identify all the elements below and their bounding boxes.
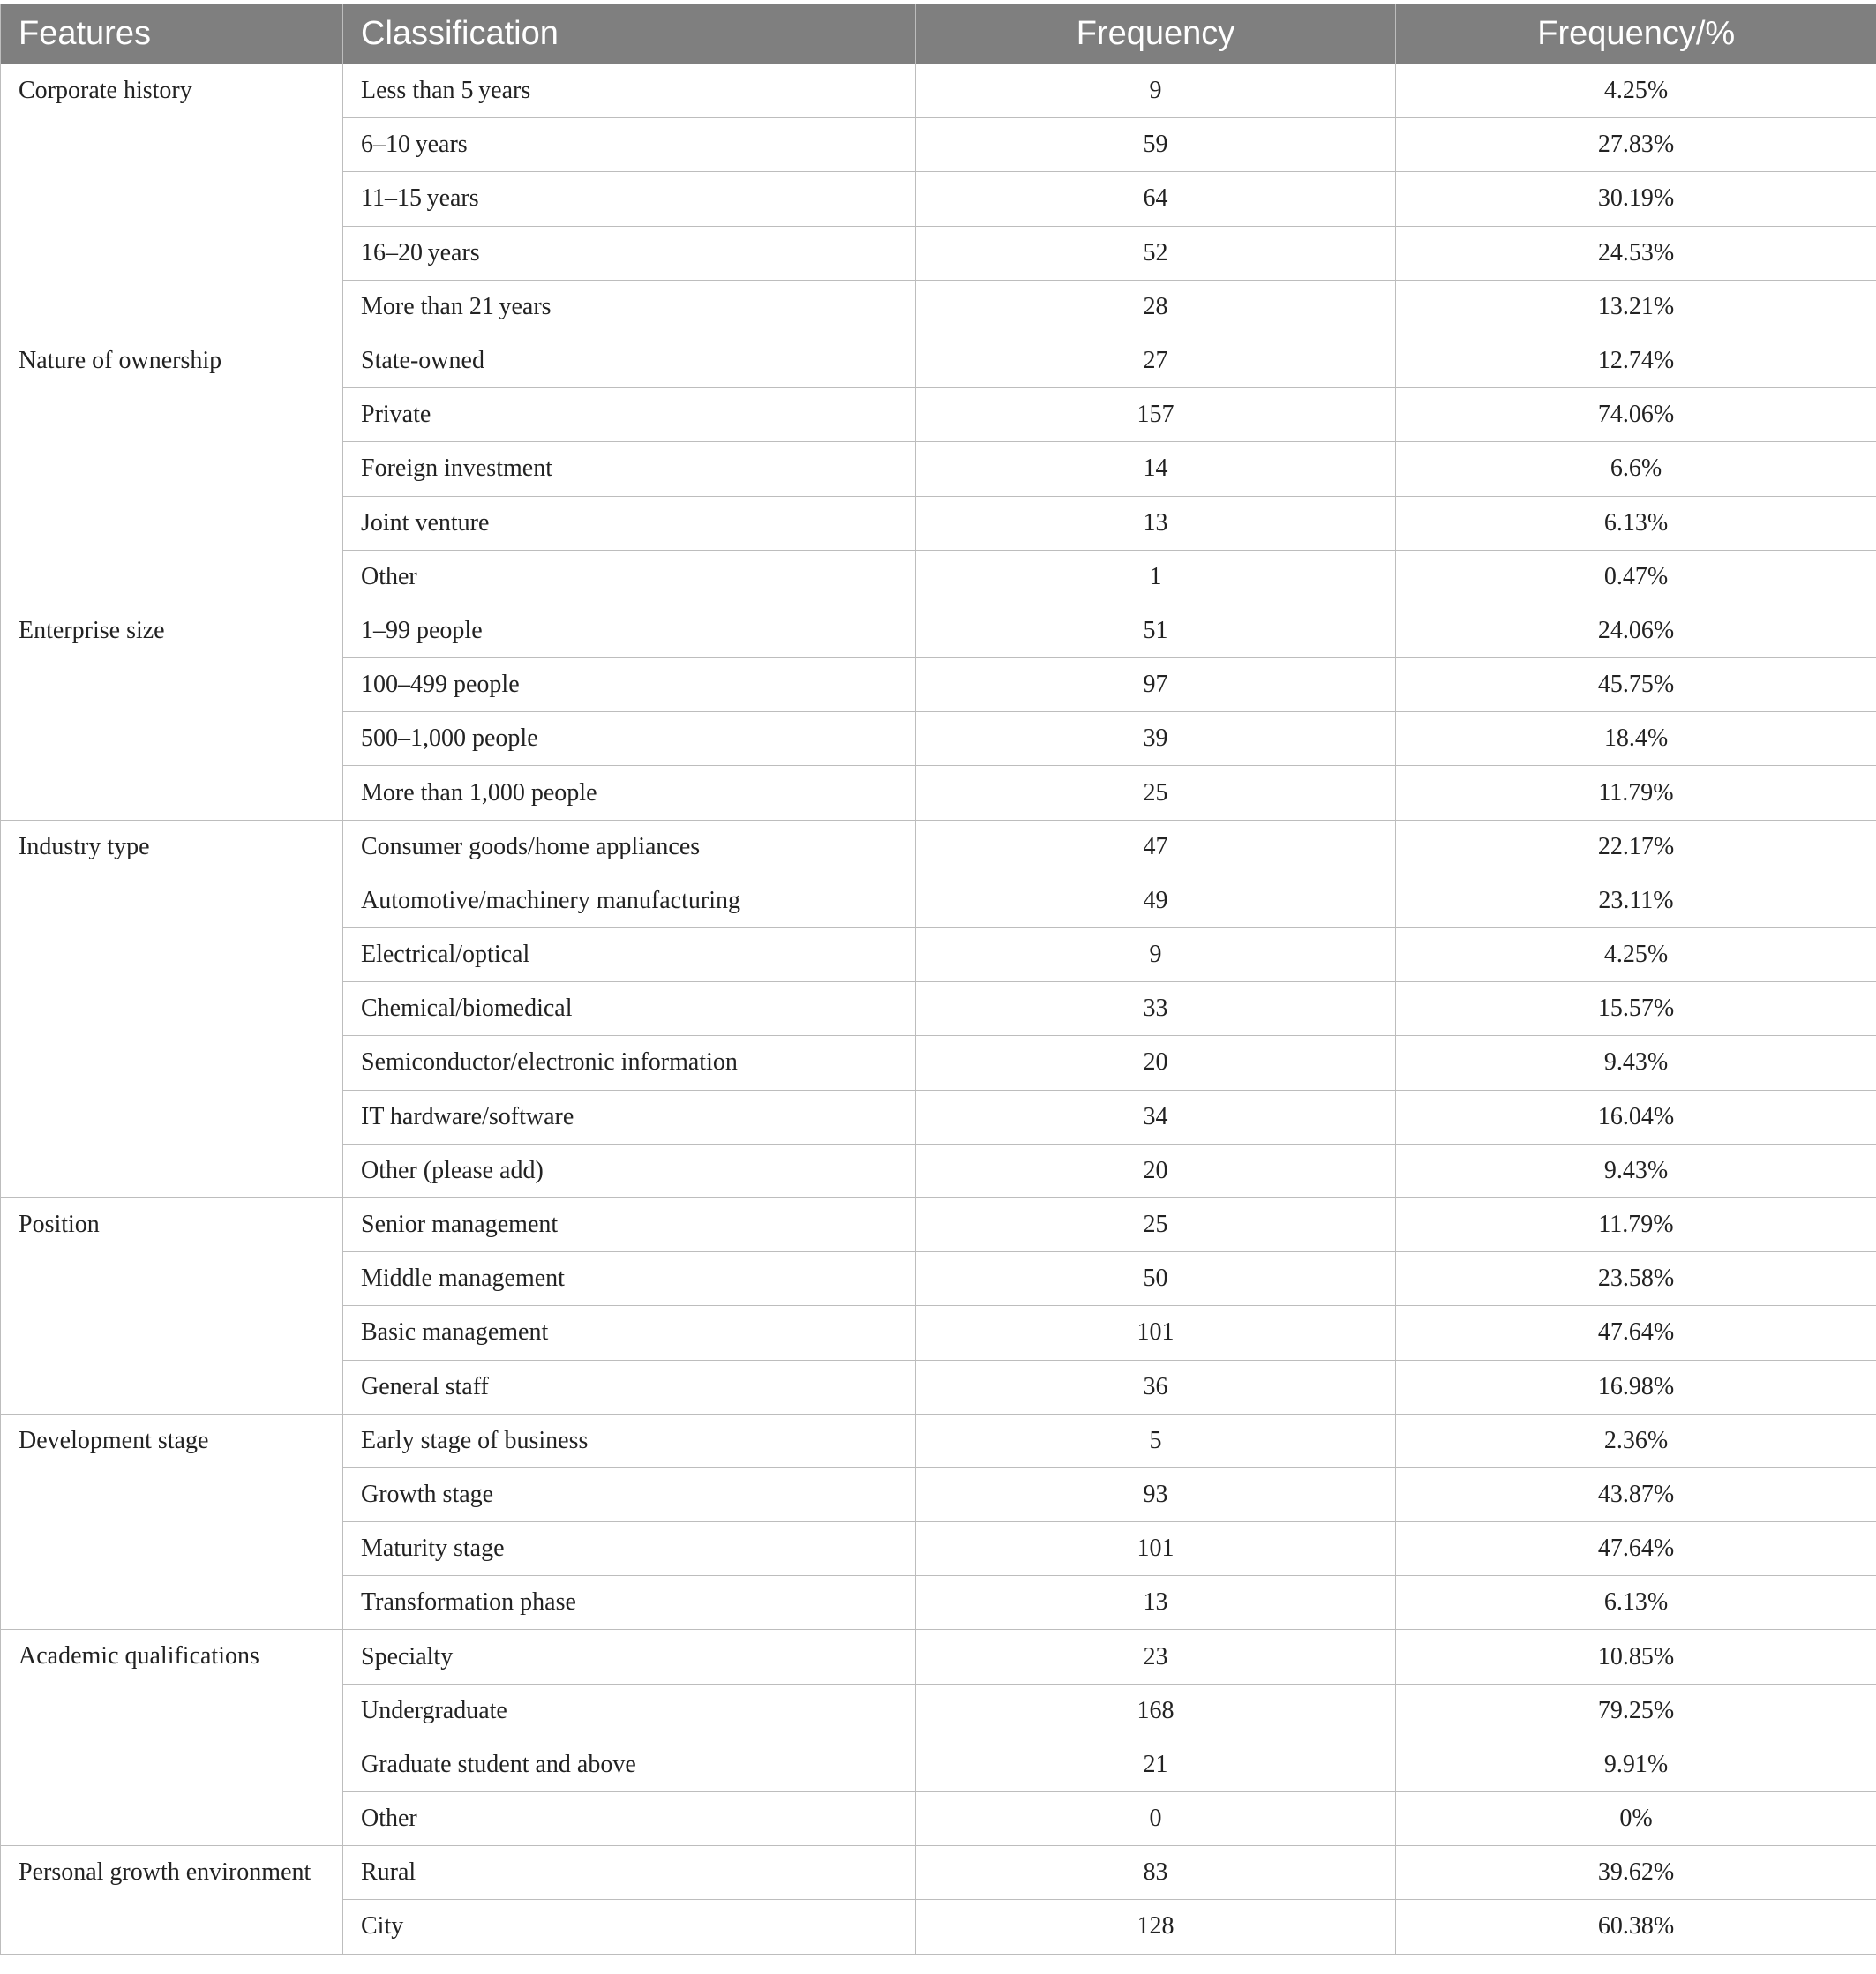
frequency-cell: 33 <box>916 982 1396 1036</box>
classification-cell: State-owned <box>343 334 916 387</box>
frequency-cell: 13 <box>916 496 1396 550</box>
classification-cell: 11–15 years <box>343 172 916 226</box>
frequency-cell: 59 <box>916 118 1396 172</box>
frequency-percent-cell: 11.79% <box>1396 1197 1876 1251</box>
frequency-cell: 128 <box>916 1900 1396 1954</box>
frequency-percent-cell: 11.79% <box>1396 766 1876 820</box>
frequency-cell: 50 <box>916 1252 1396 1306</box>
frequency-cell: 25 <box>916 1197 1396 1251</box>
frequency-percent-cell: 24.53% <box>1396 226 1876 280</box>
frequency-percent-cell: 45.75% <box>1396 658 1876 712</box>
classification-cell: Early stage of business <box>343 1414 916 1467</box>
frequency-cell: 25 <box>916 766 1396 820</box>
classification-cell: More than 21 years <box>343 280 916 334</box>
classification-cell: Maturity stage <box>343 1522 916 1576</box>
frequency-cell: 93 <box>916 1467 1396 1521</box>
classification-cell: Transformation phase <box>343 1576 916 1630</box>
feature-cell: Development stage <box>1 1414 343 1630</box>
frequency-cell: 97 <box>916 658 1396 712</box>
frequency-cell: 36 <box>916 1360 1396 1414</box>
frequency-cell: 14 <box>916 442 1396 496</box>
header-frequency-percent: Frequency/% <box>1396 4 1876 64</box>
header-frequency: Frequency <box>916 4 1396 64</box>
frequency-cell: 27 <box>916 334 1396 387</box>
frequency-cell: 0 <box>916 1792 1396 1846</box>
frequency-percent-cell: 18.4% <box>1396 712 1876 766</box>
table-row <box>1 1414 1876 1467</box>
frequency-percent-cell: 15.57% <box>1396 982 1876 1036</box>
frequency-cell: 21 <box>916 1738 1396 1791</box>
frequency-percent-cell: 27.83% <box>1396 118 1876 172</box>
classification-cell: Private <box>343 388 916 442</box>
frequency-cell: 9 <box>916 928 1396 982</box>
feature-cell: Position <box>1 1197 343 1414</box>
frequency-cell: 9 <box>916 64 1396 118</box>
demographics-table <box>0 4 1876 1955</box>
frequency-percent-cell: 30.19% <box>1396 172 1876 226</box>
classification-cell: Other (please add) <box>343 1144 916 1197</box>
table-row <box>1 1197 1876 1251</box>
classification-cell: Joint venture <box>343 496 916 550</box>
table-row <box>1 1630 1876 1684</box>
classification-cell: Less than 5 years <box>343 64 916 118</box>
classification-cell: Rural <box>343 1846 916 1900</box>
classification-cell: IT hardware/software <box>343 1090 916 1144</box>
frequency-cell: 23 <box>916 1630 1396 1684</box>
feature-cell: Personal growth environment <box>1 1846 343 1954</box>
frequency-cell: 101 <box>916 1306 1396 1360</box>
frequency-cell: 20 <box>916 1036 1396 1090</box>
frequency-percent-cell: 9.43% <box>1396 1144 1876 1197</box>
classification-cell: 100–499 people <box>343 658 916 712</box>
feature-cell: Academic qualifications <box>1 1630 343 1846</box>
frequency-percent-cell: 6.13% <box>1396 496 1876 550</box>
frequency-percent-cell: 4.25% <box>1396 64 1876 118</box>
classification-cell: General staff <box>343 1360 916 1414</box>
frequency-cell: 5 <box>916 1414 1396 1467</box>
classification-cell: Growth stage <box>343 1467 916 1521</box>
frequency-cell: 1 <box>916 550 1396 604</box>
table-row <box>1 604 1876 657</box>
frequency-cell: 28 <box>916 280 1396 334</box>
frequency-cell: 47 <box>916 820 1396 874</box>
frequency-percent-cell: 0.47% <box>1396 550 1876 604</box>
frequency-cell: 13 <box>916 1576 1396 1630</box>
frequency-percent-cell: 47.64% <box>1396 1522 1876 1576</box>
frequency-percent-cell: 16.04% <box>1396 1090 1876 1144</box>
header-classification: Classification <box>343 4 916 64</box>
frequency-percent-cell: 6.13% <box>1396 1576 1876 1630</box>
classification-cell: Graduate student and above <box>343 1738 916 1791</box>
table-row <box>1 1846 1876 1900</box>
table-body <box>1 64 1876 1955</box>
frequency-percent-cell: 23.58% <box>1396 1252 1876 1306</box>
frequency-cell: 49 <box>916 874 1396 927</box>
classification-cell: Consumer goods/home appliances <box>343 820 916 874</box>
frequency-cell: 51 <box>916 604 1396 657</box>
classification-cell: 6–10 years <box>343 118 916 172</box>
frequency-cell: 101 <box>916 1522 1396 1576</box>
feature-cell: Industry type <box>1 820 343 1197</box>
classification-cell: Senior management <box>343 1197 916 1251</box>
table-row <box>1 820 1876 874</box>
frequency-cell: 39 <box>916 712 1396 766</box>
table-row <box>1 334 1876 387</box>
frequency-percent-cell: 9.91% <box>1396 1738 1876 1791</box>
classification-cell: Other <box>343 1792 916 1846</box>
frequency-cell: 64 <box>916 172 1396 226</box>
classification-cell: 500–1,000 people <box>343 712 916 766</box>
frequency-percent-cell: 13.21% <box>1396 280 1876 334</box>
classification-cell: 16–20 years <box>343 226 916 280</box>
feature-cell: Nature of ownership <box>1 334 343 604</box>
frequency-percent-cell: 22.17% <box>1396 820 1876 874</box>
classification-cell: Specialty <box>343 1630 916 1684</box>
frequency-percent-cell: 0% <box>1396 1792 1876 1846</box>
frequency-cell: 52 <box>916 226 1396 280</box>
classification-cell: Middle management <box>343 1252 916 1306</box>
frequency-percent-cell: 2.36% <box>1396 1414 1876 1467</box>
header-row <box>1 4 1876 64</box>
classification-cell: Undergraduate <box>343 1684 916 1738</box>
frequency-percent-cell: 60.38% <box>1396 1900 1876 1954</box>
classification-cell: Electrical/optical <box>343 928 916 982</box>
classification-cell: Other <box>343 550 916 604</box>
frequency-percent-cell: 4.25% <box>1396 928 1876 982</box>
frequency-cell: 157 <box>916 388 1396 442</box>
frequency-percent-cell: 10.85% <box>1396 1630 1876 1684</box>
classification-cell: Basic management <box>343 1306 916 1360</box>
table-header <box>1 4 1876 64</box>
frequency-percent-cell: 24.06% <box>1396 604 1876 657</box>
frequency-cell: 20 <box>916 1144 1396 1197</box>
header-features: Features <box>1 4 343 64</box>
frequency-cell: 83 <box>916 1846 1396 1900</box>
classification-cell: Chemical/biomedical <box>343 982 916 1036</box>
classification-cell: Automotive/machinery manufacturing <box>343 874 916 927</box>
frequency-percent-cell: 79.25% <box>1396 1684 1876 1738</box>
classification-cell: More than 1,000 people <box>343 766 916 820</box>
frequency-percent-cell: 16.98% <box>1396 1360 1876 1414</box>
frequency-percent-cell: 47.64% <box>1396 1306 1876 1360</box>
classification-cell: City <box>343 1900 916 1954</box>
frequency-cell: 34 <box>916 1090 1396 1144</box>
frequency-percent-cell: 43.87% <box>1396 1467 1876 1521</box>
demographics-table-container <box>0 4 1876 1955</box>
classification-cell: Semiconductor/electronic information <box>343 1036 916 1090</box>
frequency-percent-cell: 23.11% <box>1396 874 1876 927</box>
table-row <box>1 64 1876 118</box>
feature-cell: Corporate history <box>1 64 343 334</box>
frequency-percent-cell: 74.06% <box>1396 388 1876 442</box>
classification-cell: 1–99 people <box>343 604 916 657</box>
feature-cell: Enterprise size <box>1 604 343 820</box>
frequency-percent-cell: 6.6% <box>1396 442 1876 496</box>
classification-cell: Foreign investment <box>343 442 916 496</box>
frequency-cell: 168 <box>916 1684 1396 1738</box>
frequency-percent-cell: 12.74% <box>1396 334 1876 387</box>
frequency-percent-cell: 39.62% <box>1396 1846 1876 1900</box>
frequency-percent-cell: 9.43% <box>1396 1036 1876 1090</box>
